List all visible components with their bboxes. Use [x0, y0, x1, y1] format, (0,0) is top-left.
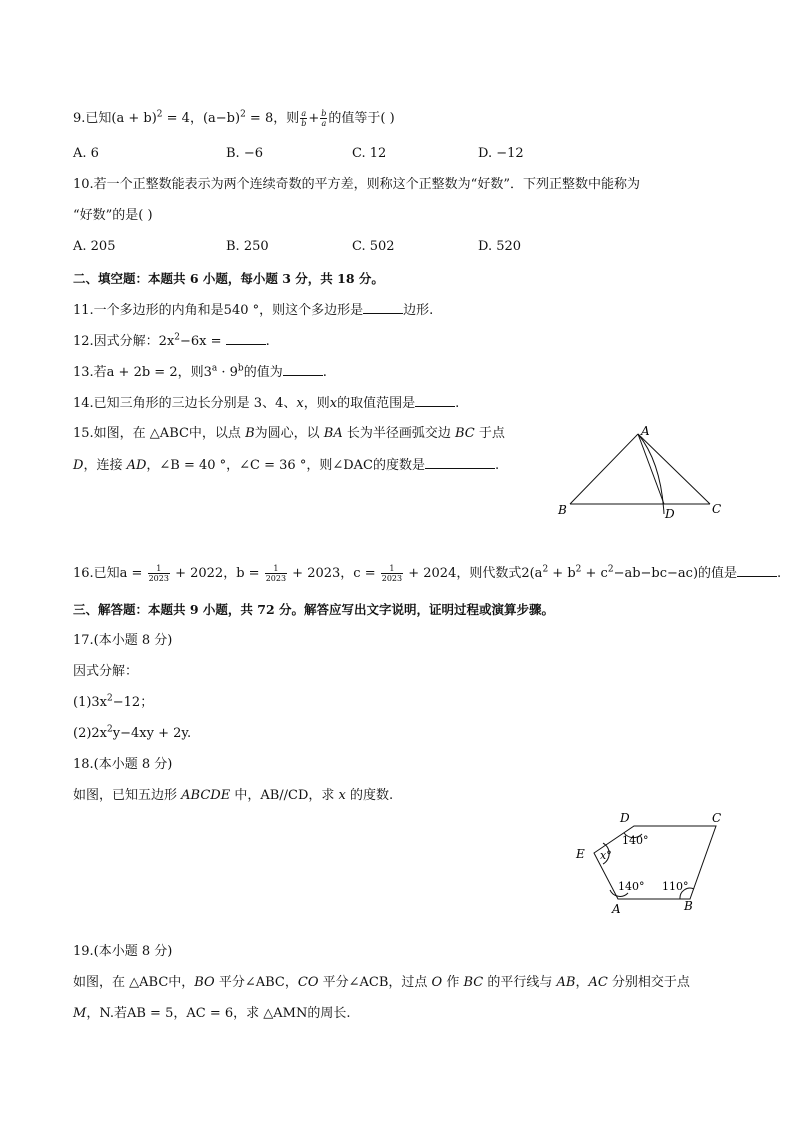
q15-end: . — [495, 458, 500, 473]
q18-header: 18.(本小题 8 分) — [73, 757, 173, 772]
q15-text-e: 长为半径画弧交边 — [342, 426, 455, 441]
q10-option-b: B. 250 — [226, 239, 269, 254]
q9-prefix: 9.已知(a + b) — [73, 111, 157, 126]
q14-end: . — [455, 396, 460, 411]
q19-co: CO — [297, 975, 319, 990]
q19-header: 19.(本小题 8 分) — [73, 944, 173, 959]
q9-fraction-a-over-b — [300, 109, 307, 128]
q15-point-b: B — [245, 426, 255, 441]
q19-line2 — [73, 1005, 350, 1023]
q15-segment-ad: AD — [126, 458, 147, 473]
q9-mid2: = 8，则 — [245, 111, 300, 126]
q11-before: 11.一个多边形的内角和是540 °，则这个多边形是 — [73, 303, 364, 318]
label-b: B — [558, 503, 567, 517]
q19-text-i: 的平行线与 — [483, 975, 557, 990]
q19-line1 — [73, 974, 690, 992]
q13-sup2: b — [237, 363, 244, 374]
q11-after: 边形. — [403, 303, 434, 318]
q18-var-x: x — [338, 788, 346, 803]
q9-frac1-num: a — [301, 109, 307, 118]
q19-point-o: O — [431, 975, 443, 990]
q17-part1 — [73, 694, 153, 712]
q19-text-b2: ，N.若AB = 5，AC = 6，求 △AMN的周长. — [86, 1006, 351, 1021]
q18-text-a: 如图，已知五边形 — [73, 788, 182, 803]
q16-fraction-b — [265, 564, 287, 583]
q10-line2: “好数”的是( ) — [73, 208, 153, 223]
q16-answer-blank[interactable] — [737, 564, 777, 577]
q15-triangle-figure — [555, 422, 725, 522]
question-9 — [73, 109, 395, 128]
q14-mid: ，则 — [303, 396, 330, 411]
q14-var: x — [296, 396, 304, 411]
label-a: A — [612, 902, 621, 916]
q16-end: . — [777, 566, 782, 581]
q19-bc: BC — [463, 975, 484, 990]
q17-p2-pre: (2)2x — [73, 726, 108, 741]
q12-end: . — [265, 334, 270, 349]
angle-e-label: x° — [600, 849, 612, 862]
segment-ac — [638, 434, 710, 504]
q17-p1-pre: (1)3x — [73, 695, 108, 710]
q10-option-a: A. 205 — [73, 239, 116, 254]
label-c: C — [712, 811, 722, 825]
q12-after: −6x = — [180, 334, 226, 349]
q16-a-post: + 2022，b = — [170, 566, 264, 581]
q15-text-c: 为圆心，以 — [254, 426, 324, 441]
q16-sq3: 2 — [607, 564, 614, 575]
q16-frac-b-num: 1 — [265, 564, 287, 574]
q15-point-d: D — [73, 458, 84, 473]
q12-sup: 2 — [174, 332, 181, 343]
q16-a-pre: 16.已知a = — [73, 566, 147, 581]
q9-option-c: C. 12 — [352, 146, 387, 161]
q15-text-b2: ，连接 — [83, 458, 127, 473]
q17-header: 17.(本小题 8 分) — [73, 633, 173, 648]
q19-text-m: 分别相交于点 — [607, 975, 690, 990]
q15-line2 — [73, 456, 499, 475]
q10-option-d: D. 520 — [478, 239, 522, 254]
q18-text-c: 中，AB//CD，求 — [230, 788, 339, 803]
q9-plus: + — [308, 111, 320, 126]
q16-tail3: −ab−bc−ac)的值是 — [613, 566, 738, 581]
q18-pentagon-name: ABCDE — [181, 788, 231, 803]
q18-text-e: 的度数. — [345, 788, 394, 803]
q10-option-c: C. 502 — [352, 239, 395, 254]
question-14 — [73, 394, 459, 413]
q14-answer-blank[interactable] — [415, 394, 455, 407]
q16-frac-c-den: 2023 — [381, 574, 403, 583]
angle-d-label: 140° — [622, 834, 649, 847]
q19-text-g: 作 — [442, 975, 464, 990]
q19-point-m: M — [73, 1006, 87, 1021]
q17-p2-post: y−4xy + 2y. — [112, 726, 192, 741]
q14-after: 的取值范围是 — [337, 396, 416, 411]
section3-title: 三、解答题：本题共 9 小题，共 72 分。解答应写出文字说明，证明过程或演算步骤。 — [73, 602, 555, 617]
q16-frac-c-num: 1 — [381, 564, 403, 574]
q13-mid: · 9 — [217, 365, 238, 380]
q16-c-post: + 2024，则代数式2(a — [404, 566, 543, 581]
angle-a-label: 140° — [618, 880, 645, 893]
q16-fraction-c — [381, 564, 403, 583]
label-b: B — [684, 899, 693, 913]
q9-sup2: 2 — [240, 109, 246, 120]
label-a: A — [641, 424, 650, 438]
q19-text-e: 平分∠ACB，过点 — [318, 975, 432, 990]
q15-segment-bc: BC — [455, 426, 475, 441]
q18-text — [73, 787, 393, 805]
q16-tail1: + b — [548, 566, 576, 581]
q12-answer-blank[interactable] — [226, 332, 266, 345]
segment-ba — [570, 434, 638, 504]
q17-p1-sup: 2 — [107, 693, 113, 704]
q9-option-d: D. −12 — [478, 146, 524, 161]
q17-part2 — [73, 725, 191, 743]
q14-var2: x — [329, 396, 338, 411]
q9-frac1-den: b — [301, 119, 307, 128]
q13-before: 13.若a + 2b = 2，则3 — [73, 365, 212, 380]
q13-end: . — [322, 365, 327, 380]
q17-intro: 因式分解： — [73, 664, 139, 679]
q10-line1: 10.若一个正整数能表示为两个连续奇数的平方差，则称这个正整数为“好数”．下列正整数中能称为 — [73, 177, 640, 192]
pentagon-abcde — [594, 826, 716, 899]
q16-fraction-a — [148, 564, 170, 583]
question-12 — [73, 332, 270, 351]
q19-text-k: ， — [575, 975, 589, 990]
q19-text-c: 平分∠ABC， — [214, 975, 298, 990]
question-16 — [73, 564, 781, 583]
q15-answer-blank[interactable] — [425, 456, 495, 469]
label-d: D — [665, 507, 675, 521]
q9-frac2-num: b — [321, 109, 327, 118]
q13-after: 的值为 — [243, 365, 283, 380]
q9-suffix: 的值等于( ) — [328, 111, 395, 126]
q13-sup1: a — [211, 363, 218, 374]
label-d: D — [620, 811, 630, 825]
q16-frac-a-num: 1 — [148, 564, 170, 574]
q19-ac: AC — [588, 975, 608, 990]
angle-b-label: 110° — [662, 880, 689, 893]
q16-sq2: 2 — [575, 564, 582, 575]
q19-ab: AB — [556, 975, 576, 990]
q17-p2-sup: 2 — [107, 724, 113, 735]
q15-segment-ba: BA — [323, 426, 343, 441]
question-13 — [73, 363, 327, 382]
q12-before: 12.因式分解：2x — [73, 334, 175, 349]
q15-line1 — [73, 425, 505, 443]
q19-bo: BO — [194, 975, 215, 990]
q9-sup1: 2 — [156, 109, 163, 120]
section2-title: 二、填空题：本题共 6 小题，每小题 3 分，共 18 分。 — [73, 271, 384, 286]
q16-frac-b-den: 2023 — [265, 574, 287, 583]
q15-text-d2: ，∠B = 40 °，∠C = 36 °，则∠DAC的度数是 — [146, 458, 425, 473]
q11-answer-blank[interactable] — [363, 301, 403, 314]
q18-pentagon-figure — [570, 806, 730, 916]
q17-p1-post: −12； — [112, 695, 154, 710]
q9-fraction-b-over-a — [320, 109, 327, 128]
q14-before: 14.已知三角形的三边长分别是 3、4、 — [73, 396, 297, 411]
q16-b-post: + 2023，c = — [288, 566, 380, 581]
q9-option-a: A. 6 — [73, 146, 99, 161]
q16-tail2: + c — [581, 566, 608, 581]
q9-frac2-den: a — [321, 119, 327, 128]
q15-text-a: 15.如图，在 △ABC中，以点 — [73, 426, 246, 441]
q9-option-b: B. −6 — [226, 146, 263, 161]
q13-answer-blank[interactable] — [283, 363, 323, 376]
q16-frac-a-den: 2023 — [148, 574, 169, 583]
segment-ad — [638, 434, 664, 504]
label-e: E — [576, 847, 585, 861]
q19-text-a: 如图，在 △ABC中， — [73, 975, 195, 990]
q9-mid1: = 4，(a−b) — [162, 111, 241, 126]
q16-sq1: 2 — [542, 564, 549, 575]
q15-text-g: 于点 — [474, 426, 505, 441]
question-11 — [73, 301, 433, 320]
label-c: C — [712, 502, 722, 516]
